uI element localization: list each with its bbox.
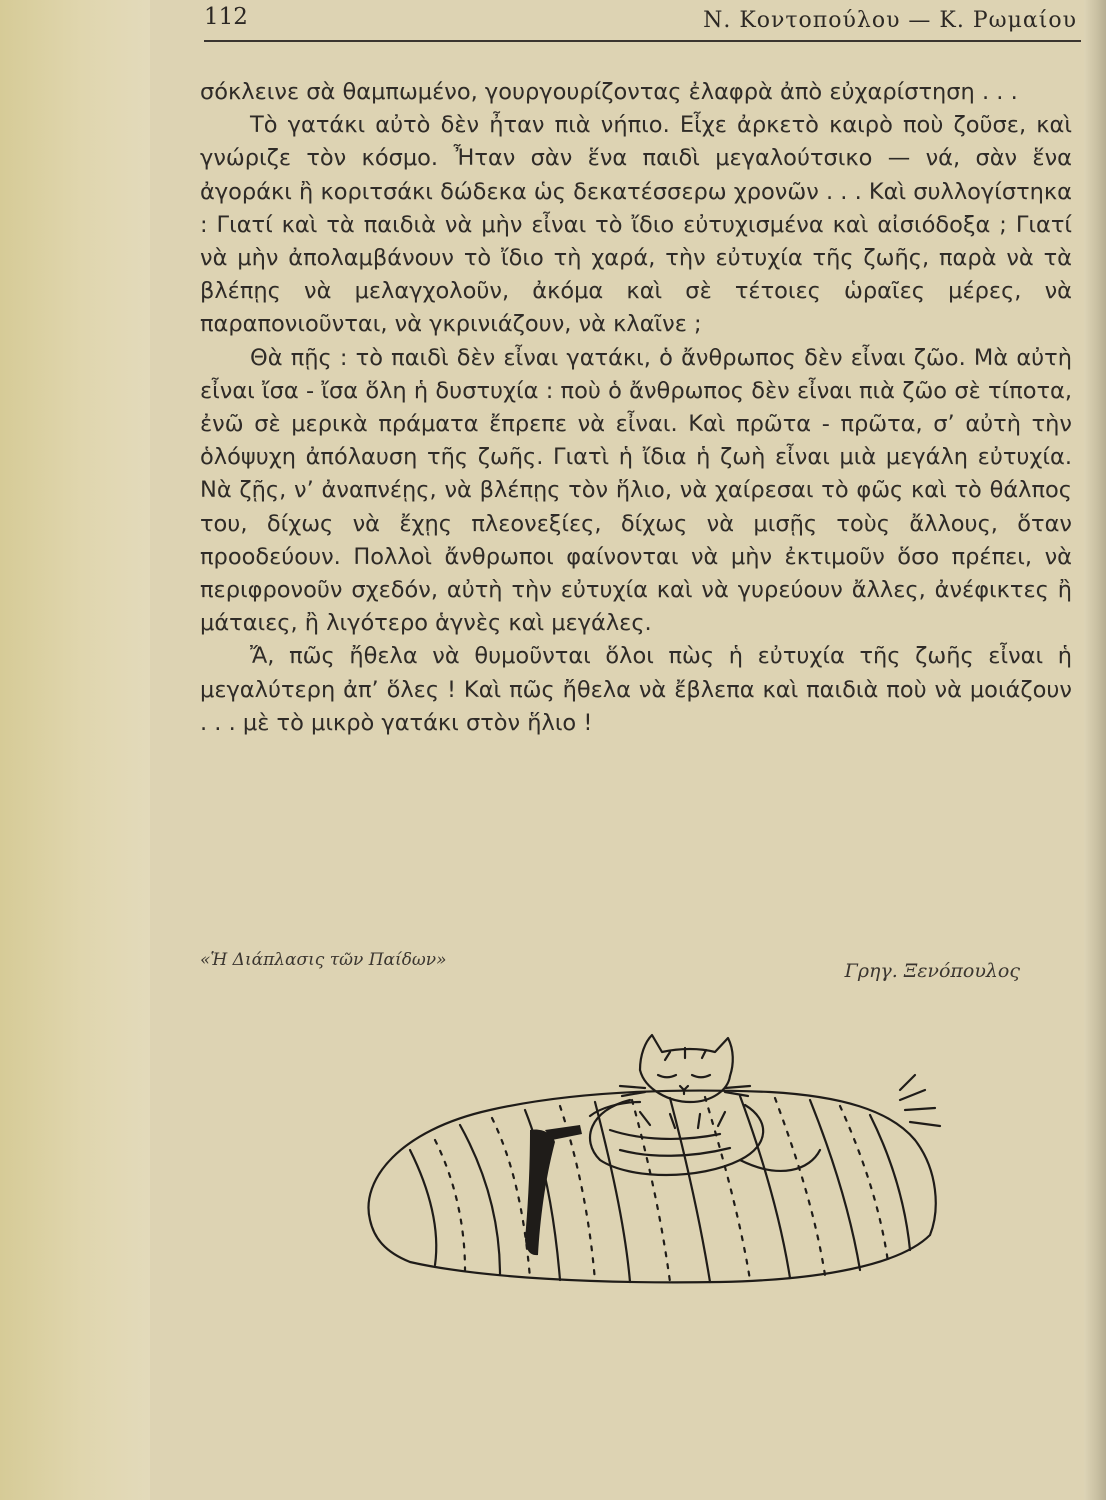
paragraph-4: Ἄ, πῶς ἤθελα νὰ θυμοῦνται ὅλοι πὼς ἡ εὐτυχία τῆς ζωῆς εἶναι ἡ μεγαλύτερη ἀπ’ ὅλες ! Καὶ πῶς ἤθελα νὰ ἔβλεπα καὶ παιδιὰ ποὺ νὰ μοιάζουν . . . μὲ τὸ μικρὸ γατάκι στὸν ἥλιο ! xyxy=(200,643,1072,736)
paragraph-2: Τὸ γατάκι αὐτὸ δὲν ἦταν πιὰ νήπιο. Εἶχε ἀρκετὸ καιρὸ ποὺ ζοῦσε, καὶ γνώριζε τὸν κόσμο. Ἦταν σὰν ἕνα παιδὶ μεγαλούτσικο — νά, σὰν ἕνα ἀγοράκι ἢ κοριτσάκι δώδεκα ὡς δεκατέσσερω χρονῶν . . . Καὶ συλλογίστηκα : Γιατί καὶ τὰ παιδιὰ νὰ μὴν εἶναι τὸ ἴδιο εὐτυχισμένα καὶ αἰσιόδοξα ; Γιατί νὰ μὴν ἀπολαμβάνουν τὸ ἴδιο τὴ χαρά, τὴν εὐτυχία τῆς ζωῆς, παρὰ νὰ τὰ βλέπῃς νὰ μελαγχολοῦν, ἀκόμα καὶ σὲ τέτοιες ὡραῖες μέρες, νὰ παραπονιοῦνται, νὰ γκρινιάζουν, νὰ κλαῖνε ; xyxy=(200,112,1072,338)
book-spine-shading xyxy=(0,0,150,1500)
page-edge-shading xyxy=(1084,0,1106,1500)
paragraph-1: σόκλεινε σὰ θαμπωμένο, γουργουρίζοντας ἐλαφρὰ ἀπὸ εὐχαρίστηση . . . xyxy=(200,79,1018,105)
source-citation: «Ἡ Διάπλασις τῶν Παίδων» xyxy=(200,950,447,970)
paragraph-3: Θὰ πῇς : τὸ παιδὶ δὲν εἶναι γατάκι, ὁ ἄνθρωπος δὲν εἶναι ζῶο. Μὰ αὐτὴ εἶναι ἴσα - ἴσα ὅλη ἡ δυστυχία : ποὺ ὁ ἄνθρωπος δὲν εἶναι πιὰ ζῶο σὲ τίποτα, ἐνῶ σὲ μερικὰ πράματα ἔπρεπε νὰ εἶναι. Καὶ πρῶτα - πρῶτα, σ’ αὐτὴ τὴν ὁλόψυχη ἀπόλαυση τῆς ζωῆς. Γιατὶ ἡ ἴδια ἡ ζωὴ εἶναι μιὰ μεγάλη εὐτυχία. Νὰ ζῇς, ν’ ἀναπνέῃς, νὰ βλέπῃς τὸν ἥλιο, νὰ χαίρεσαι τὸ φῶς καὶ τὸ θάλπος του, δίχως νὰ ἔχῃς πλεονεξίες, δίχως νὰ μισῇς τοὺς ἄλλους, ὅταν προοδεύουν. Πολλοὶ ἄνθρωποι φαίνονται νὰ μὴν ἐκτιμοῦν ὅσο πρέπει, νὰ περιφρονοῦν σχεδόν, αὐτὴ τὴν εὐτυχία καὶ νὰ γυρεύουν ἄλλες, ἀνέφικτες ἢ μάταιες, ἢ λιγότερο ἁγνὲς καὶ μεγάλες. xyxy=(200,344,1072,637)
cat-on-cushion-illustration xyxy=(340,1030,960,1290)
running-head: Ν. Κοντοπούλου — Κ. Ρωμαίου xyxy=(703,8,1077,33)
page-number: 112 xyxy=(204,4,248,30)
author-name: Γρηγ. Ξενόπουλος xyxy=(844,960,1020,982)
attribution xyxy=(200,948,1072,988)
body-text xyxy=(200,76,1072,740)
page-header xyxy=(204,0,1081,42)
